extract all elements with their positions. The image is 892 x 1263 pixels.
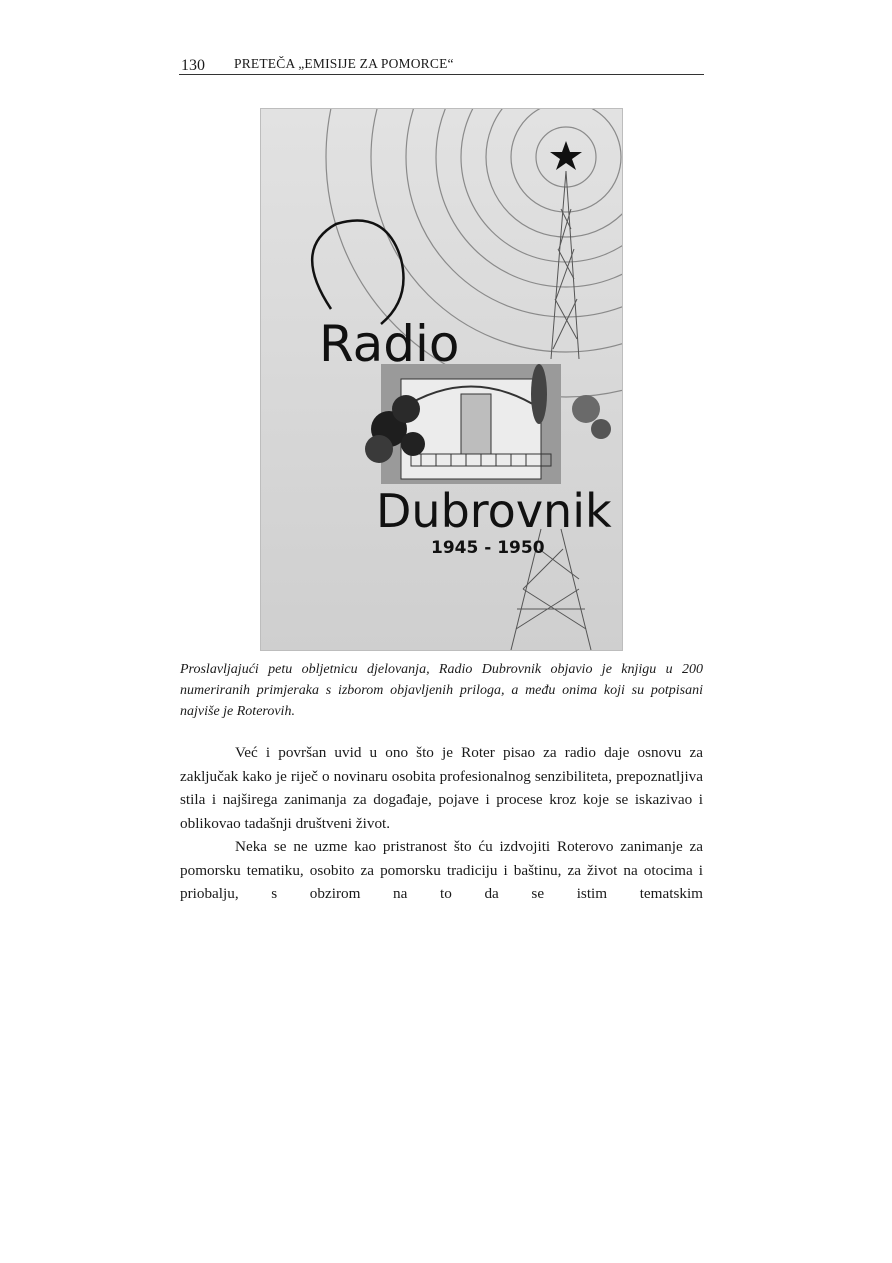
- poster-title-dubrovnik: Dubrovnik: [376, 484, 612, 538]
- page-number: 130: [181, 57, 205, 74]
- running-header: [179, 52, 704, 75]
- running-title: PRETEČA „EMISIJE ZA POMORCE“: [234, 56, 454, 71]
- poster-image: [260, 108, 623, 651]
- body-text: [180, 741, 703, 906]
- figure-caption: Proslavljajući petu obljetnicu djelovanja, Radio Dubrovnik objavio je knjigu u 200 numeriranih primjeraka s izborom objavljenih priloga, a među onima koji su potpisani najviše je Roterovih.: [180, 662, 703, 719]
- paragraph-1: Već i površan uvid u ono što je Roter pisao za radio daje osnovu za zaključak kako je riječ o novinaru osobita profesionalnog senzibiliteta, prepoznatljiva stila i najširega zanimanja za događaje, pojave i procese kroz koje se iskazivao i oblikovao tadašnji društveni život.: [180, 744, 703, 832]
- poster-illustration: [261, 109, 622, 650]
- poster-title-radio: Radio: [319, 315, 460, 373]
- poster-years: 1945 - 1950: [431, 538, 545, 558]
- paragraph-2: Neka se ne uzme kao pristranost što ću izdvojiti Roterovo zanimanje za pomorsku tematiku, osobito za pomorsku tradiciju i baštinu, za život na otocima i priobalju, s obzirom na to da se istim tematskim: [180, 838, 703, 902]
